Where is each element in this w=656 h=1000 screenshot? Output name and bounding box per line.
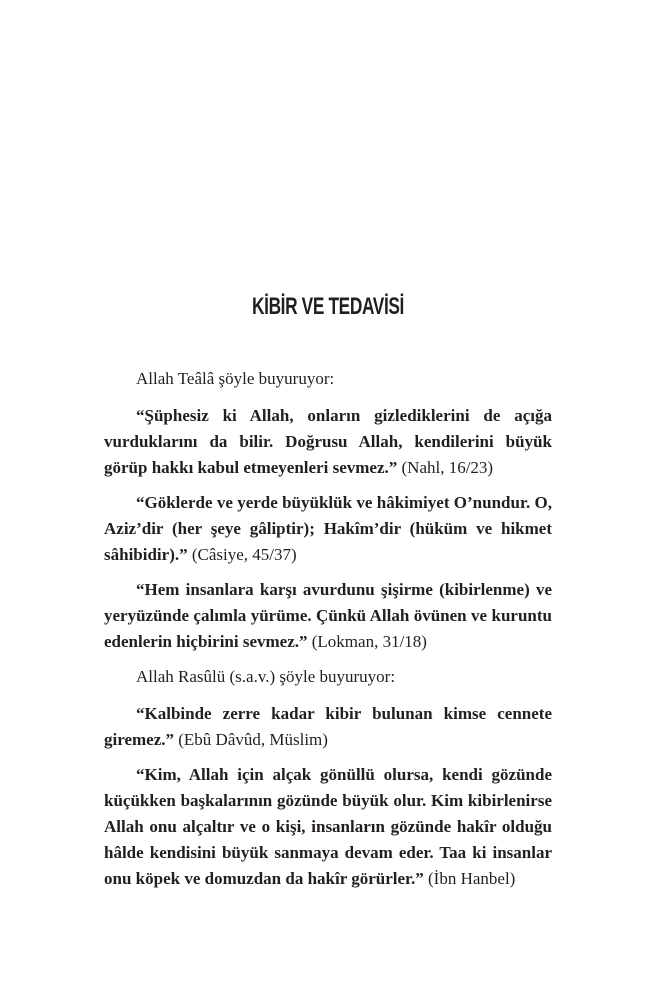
quote-source: (Lokman, 31/18) bbox=[307, 632, 427, 651]
quote-source: (Câsiye, 45/37) bbox=[187, 545, 297, 564]
quote-text: “Kim, Allah için alçak gönüllü olursa, kendi gözünde küçükken başkalarının gözünde büyük olur. Kim kibirlenirse Allah onu alçaltır ve o kişi, insanların gözünde hakîr olduğu hâlde kendisini büyük sanmaya devam eder. Taa ki insanlar onu köpek ve domuzdan da hakîr görürler.” bbox=[104, 765, 552, 888]
intro-paragraph: Allah Teâlâ şöyle buyuruyor: bbox=[136, 369, 335, 388]
quote-text: “Hem insanlara karşı avurdunu şişirme (kibirlenme) ve yeryüzünde çalımla yürüme. Çünkü Allah övünen ve kuruntu edenlerin hiçbirini sevmez.” bbox=[104, 580, 552, 651]
quote-paragraph bbox=[104, 577, 552, 655]
intro-paragraph: Allah Rasûlü (s.a.v.) şöyle buyuruyor: bbox=[136, 667, 396, 686]
quote-source: (İbn Hanbel) bbox=[423, 869, 516, 888]
quote-source: (Ebû Dâvûd, Müslim) bbox=[174, 730, 328, 749]
quote-paragraph bbox=[104, 762, 552, 892]
quote-paragraph bbox=[104, 490, 552, 568]
quote-text: “Şüphesiz ki Allah, onların gizlediklerini de açığa vurduklarını da bilir. Doğrusu Allah, kendilerini büyük görüp hakkı kabul etmeyenleri sevmez.” bbox=[104, 406, 552, 477]
quote-paragraph bbox=[104, 701, 552, 753]
quote-paragraph bbox=[104, 403, 552, 481]
quote-source: (Nahl, 16/23) bbox=[397, 458, 494, 477]
chapter-title: KİBİR VE TEDAVİSİ bbox=[252, 293, 404, 320]
quote-text: “Göklerde ve yerde büyüklük ve hâkimiyet O’nundur. O, Aziz’dir (her şeye gâliptir); Hakîm’dir (hüküm ve hikmet sâhibidir).” bbox=[104, 493, 552, 564]
chapter-body bbox=[104, 366, 552, 901]
quote-text: “Kalbinde zerre kadar kibir bulunan kimse cennete giremez.” bbox=[104, 704, 552, 749]
